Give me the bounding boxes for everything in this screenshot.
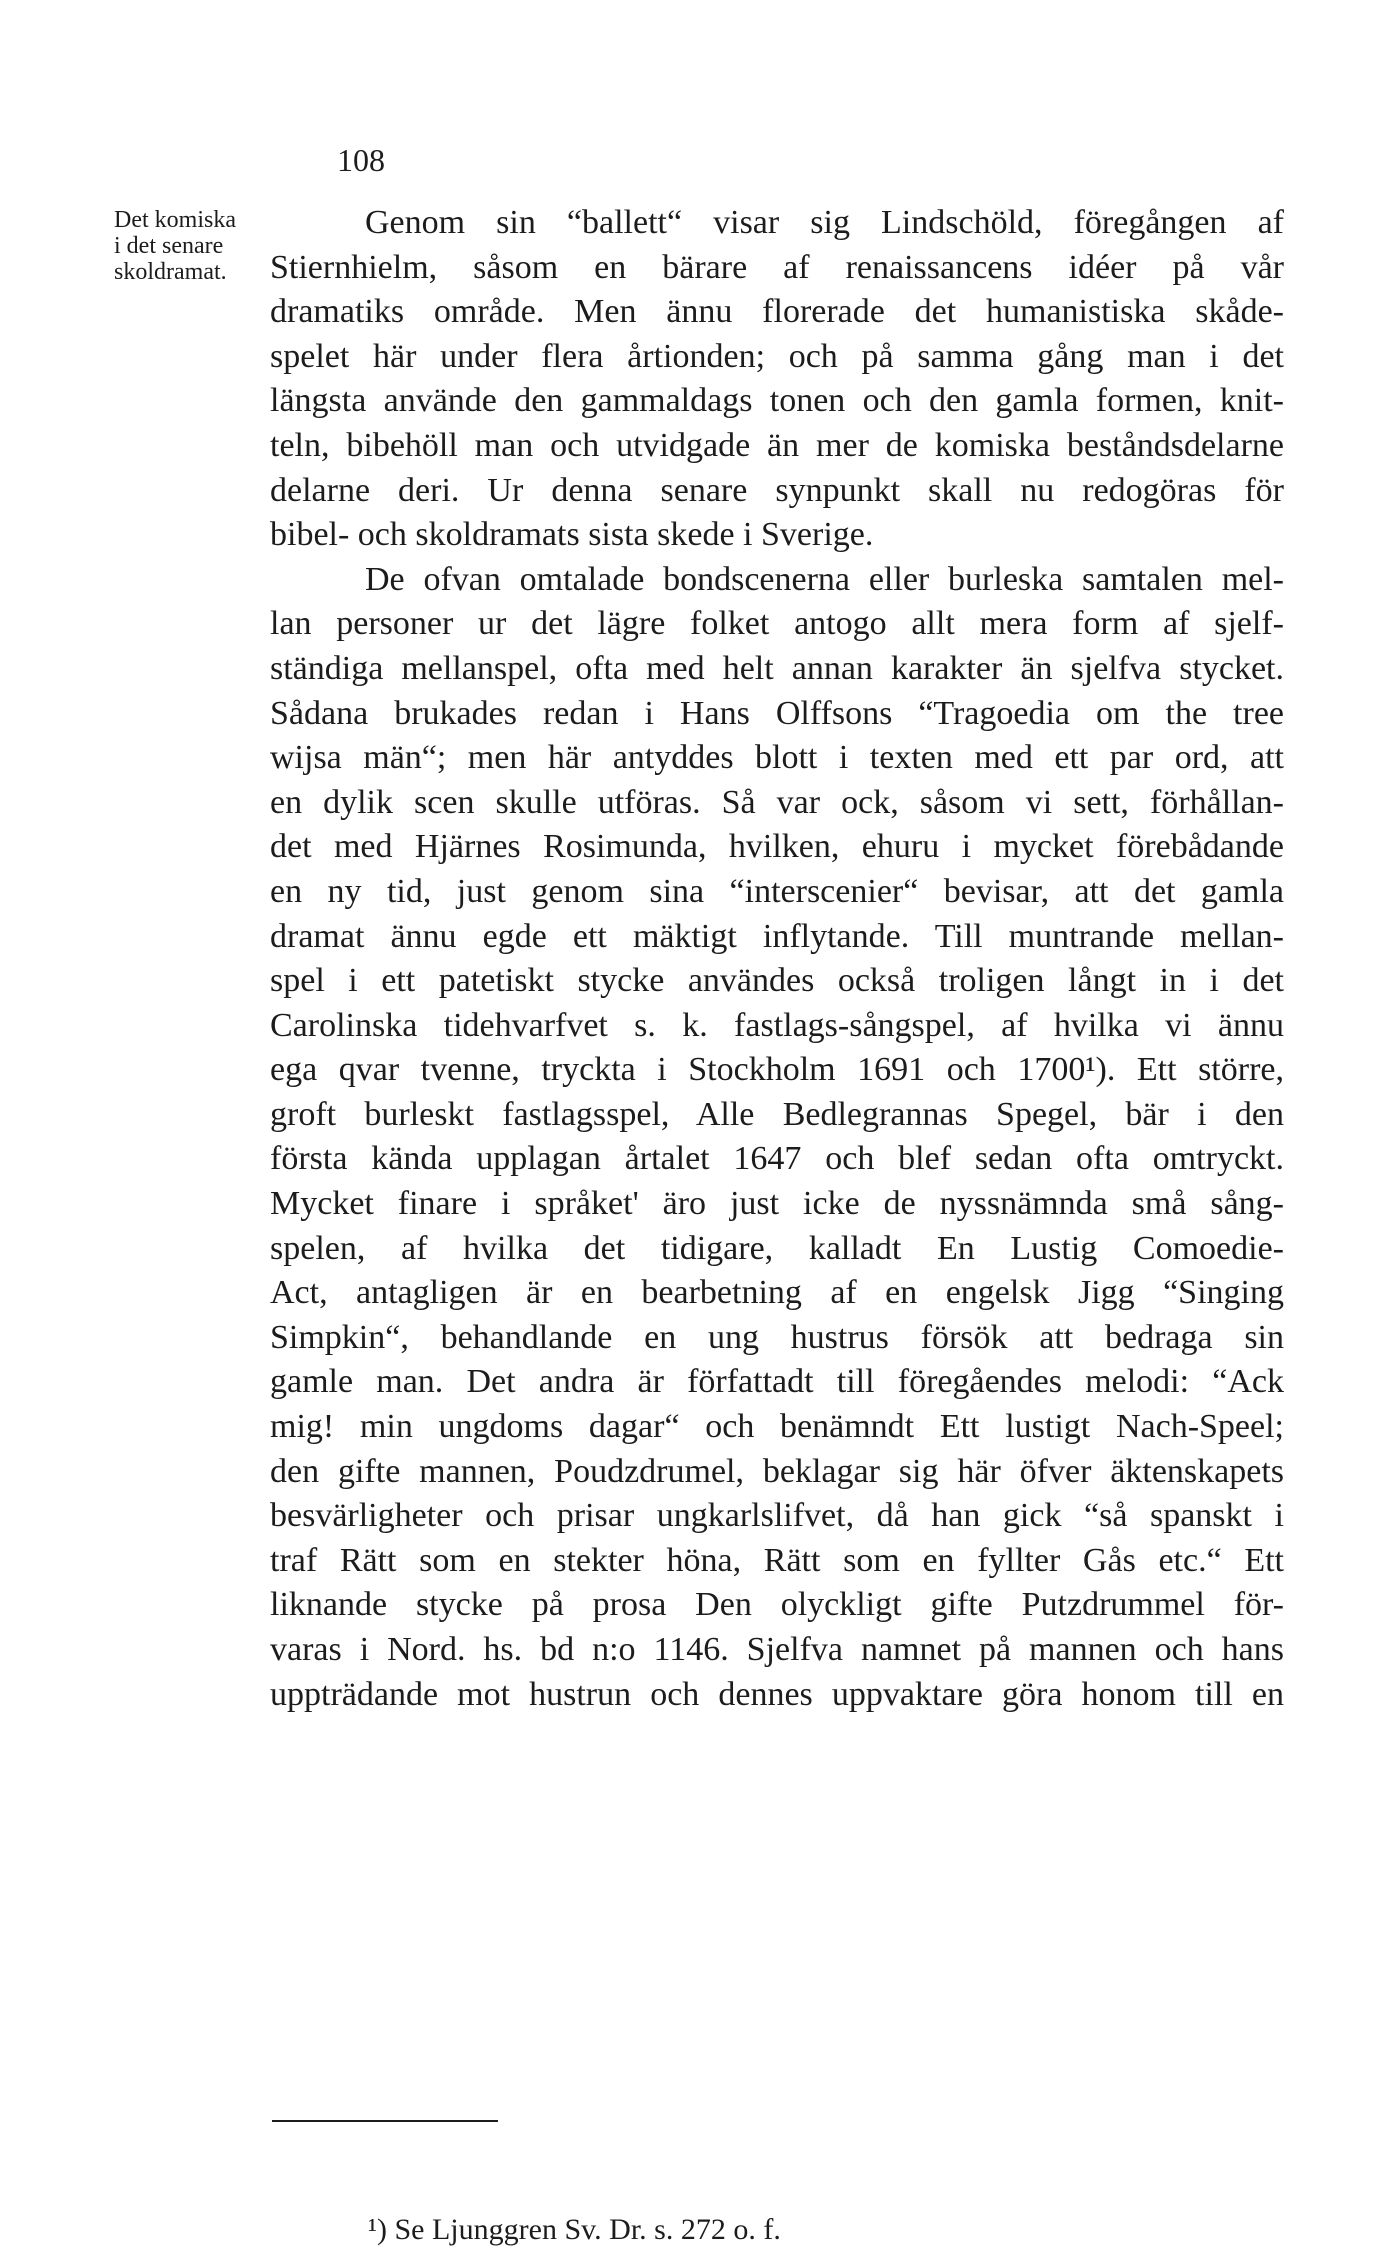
text-line: första kända upplagan årtalet 1647 och blef sedan ofta omtryckt. [270,1140,1284,1178]
text-line: spelet här under flera årtionden; och på samma gång man i det [270,337,1284,375]
text-line: spelen, af hvilka det tidigare, kalladt En Lustig Comoedie- [270,1229,1284,1267]
footnote-divider [272,2120,498,2122]
text-line: en ny tid, just genom sina “interscenier“ bevisar, att det gamla [270,872,1284,910]
text-line: besvärligheter och prisar ungkarlslifvet, då han gick “så spanskt i [270,1497,1284,1535]
text-line: groft burleskt fastlagsspel, Alle Bedlegrannas Spegel, bär i den [270,1095,1284,1133]
text-line: traf Rätt som en stekter höna, Rätt som en fyllter Gås etc.“ Ett [270,1541,1284,1579]
margin-note [114,207,274,285]
text-line: uppträdande mot hustrun och dennes uppvaktare göra honom till en [270,1675,1284,1713]
footnote: ¹) Se Ljunggren Sv. Dr. s. 272 o. f. [368,2213,781,2246]
text-line: liknande stycke på prosa Den olyckligt gifte Putzdrummel för- [270,1586,1284,1624]
text-line: gamle man. Det andra är författadt till föregåendes melodi: “Ack [270,1363,1284,1401]
text-line: mig! min ungdoms dagar“ och benämndt Ett lustigt Nach-Speel; [270,1408,1284,1446]
text-line: den gifte mannen, Poudzdrumel, beklagar sig här öfver äktenskapets [270,1452,1284,1490]
text-line: delarne deri. Ur denna senare synpunkt skall nu redogöras för [270,471,1284,509]
text-line: Simpkin“, behandlande en ung hustrus försök att bedraga sin [270,1318,1284,1356]
text-line: Sådana brukades redan i Hans Olffsons “Tragoedia om the tree [270,694,1284,732]
text-line: ständiga mellanspel, ofta med helt annan karakter än sjelfva stycket. [270,649,1284,687]
text-line: det med Hjärnes Rosimunda, hvilken, ehuru i mycket förebådande [270,828,1284,866]
margin-note-line: i det senare [114,233,224,259]
margin-note-line: skoldramat. [114,259,227,285]
text-line: Mycket finare i språket' äro just icke de nyssnämnda små sång- [270,1185,1284,1223]
body-text [270,201,1284,1717]
text-line: lan personer ur det lägre folket antogo allt mera form af sjelf- [270,605,1284,643]
text-line: en dylik scen skulle utföras. Så var ock, såsom vi sett, förhållan- [270,783,1284,821]
margin-note-line: Det komiska [114,207,236,233]
text-line: ega qvar tvenne, tryckta i Stockholm 1691 och 1700¹). Ett större, [270,1051,1284,1089]
text-line: dramat ännu egde ett mäktigt inflytande. Till muntrande mellan- [270,917,1284,955]
text-line: bibel- och skoldramats sista skede i Sverige. [270,516,874,554]
text-line: varas i Nord. hs. bd n:o 1146. Sjelfva namnet på mannen och hans [270,1631,1284,1668]
text-line: teln, bibehöll man och utvidgade än mer de komiska beståndsdelarne [270,426,1284,464]
text-line: längsta använde den gammaldags tonen och den gamla formen, knit- [270,382,1284,420]
text-line: Act, antagligen är en bearbetning af en engelsk Jigg “Singing [270,1274,1284,1312]
text-line: De ofvan omtalade bondscenerna eller burleska samtalen mel- [365,560,1284,598]
page-number: 108 [337,142,385,178]
text-line: dramatiks område. Men ännu florerade det humanistiska skåde- [270,293,1284,331]
text-line: Stiernhielm, såsom en bärare af renaissancens idéer på vår [270,248,1284,286]
text-line: Genom sin “ballett“ visar sig Lindschöld, föregången af [365,204,1284,241]
text-line: wijsa män“; men här antyddes blott i texten med ett par ord, att [270,739,1284,777]
text-line: Carolinska tidehvarfvet s. k. fastlags-sångspel, af hvilka vi ännu [270,1006,1284,1044]
text-line: spel i ett patetiskt stycke användes också troligen långt in i det [270,962,1284,1000]
